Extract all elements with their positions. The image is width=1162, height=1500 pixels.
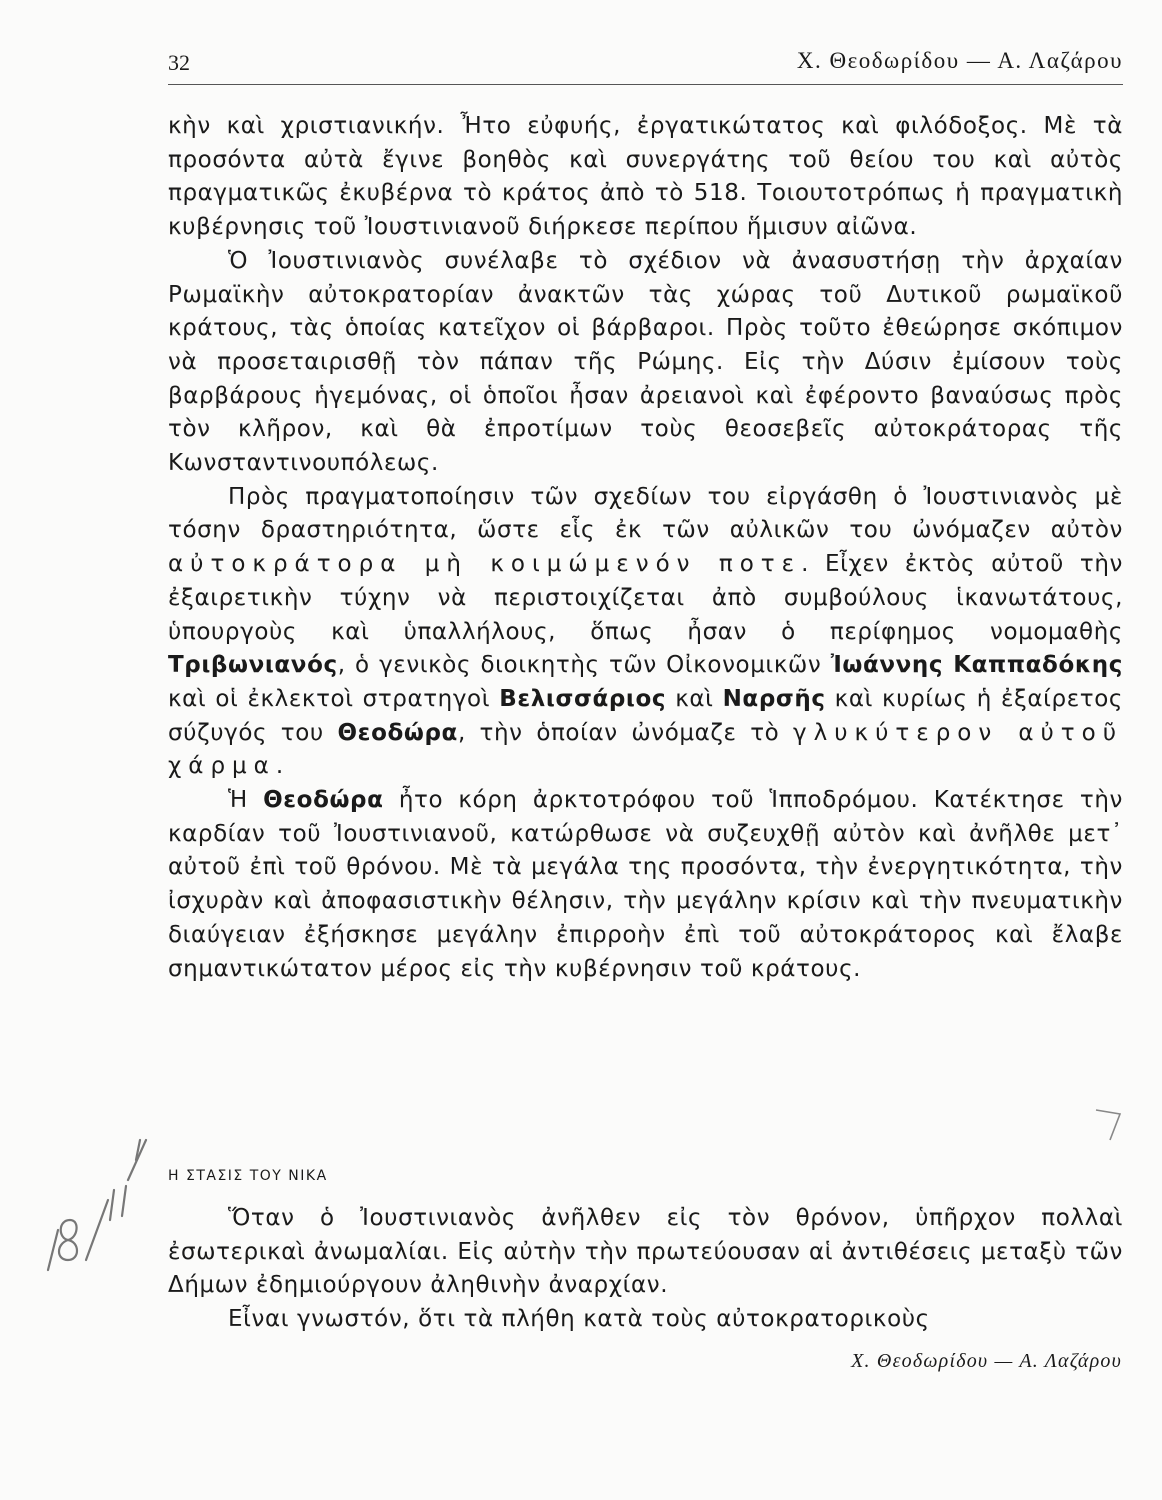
paragraph-4 xyxy=(168,784,1123,986)
text-run: καὶ xyxy=(666,685,723,712)
text-run: καὶ κυρίως ἡ ἐξαίρετος σύζυγός του xyxy=(168,685,1124,746)
main-text xyxy=(168,110,1123,986)
pencil-mark xyxy=(1090,1100,1130,1160)
section-paragraph-2: Εἶναι γνωστόν, ὅτι τὰ πλήθη κατὰ τοὺς αὐτοκρατορικοὺς xyxy=(228,1306,930,1333)
spaced-phrase: αὐτοκράτορα μὴ κοιμώμενόν ποτε xyxy=(168,551,802,578)
name-theodora: Θεοδώρα xyxy=(337,719,458,746)
handwritten-date-text: 18/11/51 xyxy=(28,1107,85,1124)
section-paragraph-1: Ὅταν ὁ Ἰουστινιανὸς ἀνῆλθεν εἰς τὸν θρόνον, ὑπῆρχον πολλαὶ ἐσωτερικαὶ ἀνωμαλίαι. Εἰς αὐτὴν τὴν πρωτεύουσαν αἱ ἀντιθέσεις μεταξὺ τῶν Δήμων ἐδημιούργουν ἀληθινὴν ἀναρχίαν. xyxy=(168,1205,1123,1299)
page-header xyxy=(168,44,1123,85)
text-run: , ὁ γενικὸς διοικητὴς τῶν Οἰκονομικῶν xyxy=(337,652,831,679)
handwritten-date-annotation xyxy=(28,1107,148,1280)
text-run: Πρὸς πραγματοποίησιν τῶν σχεδίων του εἰργάσθη ὁ Ἰουστινιανὸς μὲ τόσην δραστηριότητα, ὥστε εἷς ἐκ τῶν αὐλικῶν του ὠνόμαζεν αὐτὸν xyxy=(168,483,1123,544)
text-run: καὶ οἱ ἐκλεκτοὶ στρατηγοὶ xyxy=(168,685,500,712)
name-tribonian: Τριβωνιανός xyxy=(168,652,338,679)
section-text xyxy=(168,1202,1123,1337)
footer-credit: Χ. Θεοδωρίδου — Α. Λαζάρου xyxy=(851,1350,1122,1372)
text-run: . Εἶχεν ἐκτὸς αὐτοῦ τὴν ἐξαιρετικὴν τύχην νὰ περιστοιχίζεται ἀπὸ συμβούλους ἱκανωτάτους, ὑπουργοὺς καὶ ὑπαλλήλους, ὅπως ἦσαν ὁ περίφημος νομομαθὴς xyxy=(168,551,1123,645)
paragraph-2: Ὁ Ἰουστινιανὸς συνέλαβε τὸ σχέδιον νὰ ἀνασυστήσῃ τὴν ἀρχαίαν Ρωμαϊκὴν αὐτοκρατορίαν ἀνακτῶν τὰς χώρας τοῦ Δυτικοῦ ρωμαϊκοῦ κράτους, τὰς ὁποίας κατεῖχον οἱ βάρβαροι. Πρὸς τοῦτο ἐθεώρησε σκόπιμον νὰ προσεταιρισθῇ τὸν πάπαν τῆς Ρώμης. Εἰς τὴν Δύσιν ἐμίσουν τοὺς βαρβάρους ἡγεμόνας, οἱ ὁποῖοι ἦσαν ἀρειανοὶ καὶ ἐφέροντο βαναύσως πρὸς τὸν κλῆρον, καὶ θὰ ἐπροτίμων τοὺς θεοσεβεῖς αὐτοκράτορας τῆς Κωνσταντινουπόλεως. xyxy=(168,247,1123,477)
name-belisarius: Βελισσάριος xyxy=(499,685,667,712)
running-head: Χ. Θεοδωρίδου — Α. Λαζάρου xyxy=(796,48,1123,73)
text-run: ἦτο κόρη ἀρκτοτρόφου τοῦ Ἱπποδρόμου. Κατέκτησε τὴν καρδίαν τοῦ Ἰουστινιανοῦ, κατώρθωσε νὰ συζευχθῇ αὐτὸν καὶ ἀνῆλθε μετ᾽ αὐτοῦ ἐπὶ τοῦ θρόνου. Μὲ τὰ μεγάλα της προσόντα, τὴν ἐνεργητικότητα, τὴν ἰσχυρὰν καὶ ἀποφασιστικὴν θέλησιν, τὴν μεγάλην κρίσιν καὶ τὴν πνευματικὴν διαύγειαν ἐξήσκησε μεγάλην ἐπιρροὴν ἐπὶ τοῦ αὐτοκράτορος καὶ ἔλαβε σημαντικώτατον μέρος εἰς τὴν κυβέρνησιν τοῦ κράτους. xyxy=(168,787,1123,982)
section-title: Η ΣΤΑΣΙΣ ΤΟΥ ΝΙΚΑ xyxy=(168,1168,328,1184)
spaced-phrase: γλυκύτερον αὐτοῦ χάρμα xyxy=(168,719,1124,780)
paragraph-3 xyxy=(168,481,1123,784)
name-ioannis: Ἰωάννης Καππαδόκης xyxy=(830,652,1123,679)
name-narses: Ναρσῆς xyxy=(722,685,826,712)
text-run: . xyxy=(275,753,284,780)
page-number: 32 xyxy=(168,50,190,75)
name-theodora: Θεοδώρα xyxy=(263,787,384,814)
paragraph-1: κὴν καὶ χριστιανικήν. Ἦτο εὐφυής, ἐργατικώτατος καὶ φιλόδοξος. Μὲ τὰ προσόντα αὐτὰ ἔγινε βοηθὸς καὶ συνεργάτης τοῦ θείου του καὶ αὐτὸς πραγματικῶς ἐκυβέρνα τὸ κράτος ἀπὸ τὸ 518. Τοιουτοτρόπως ἡ πραγματικὴ κυβέρνησις τοῦ Ἰουστινιανοῦ διήρκεσε περίπου ἥμισυν αἰῶνα. xyxy=(168,113,1123,241)
text-run: Ἡ xyxy=(228,787,264,814)
text-run: , τὴν ὁποίαν ὠνόμαζε τὸ xyxy=(457,719,794,746)
